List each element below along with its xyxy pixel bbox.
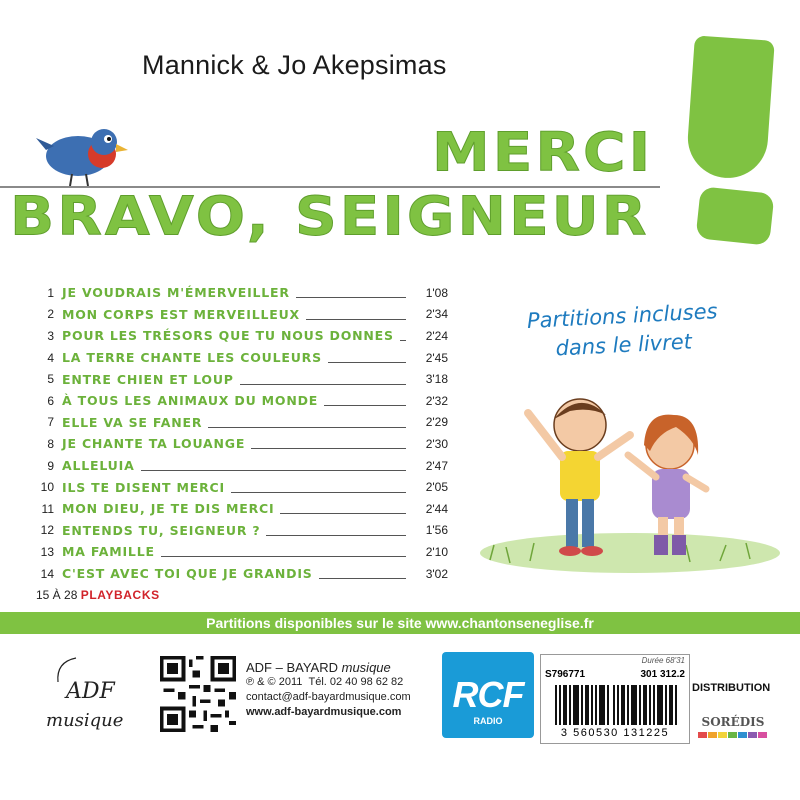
qr-code [160,656,236,732]
album-title-line2: BRAVO, SEIGNEUR [10,184,650,248]
rcf-logo [442,652,534,738]
track-row [28,325,448,347]
track-row [28,498,448,520]
track-number: 10 [40,480,54,495]
track-number: 12 [40,523,54,538]
track-number: 11 [41,501,54,516]
track-title: ALLELUIA [62,458,135,474]
note-line2: dans le livret [554,329,693,361]
track-row [28,304,448,326]
track-duration: 2'10 [425,544,448,559]
track-row [28,282,448,304]
soredis-logo [694,708,772,742]
website-banner: Partitions disponibles sur le site www.chantonseneglise.fr [0,612,800,634]
label-name: ADF – BAYARD musique [246,660,391,675]
track-row [28,368,448,390]
track-title: C'EST AVEC TOI QUE JE GRANDIS [62,566,313,582]
track-duration: 2'44 [425,501,448,516]
track-row [28,347,448,369]
track-number: 7 [47,415,54,430]
artist-name: Mannick & Jo Akepsimas [142,50,447,80]
track-number: 2 [47,307,54,322]
track-title: ENTRE CHIEN ET LOUP [62,371,234,387]
track-title: JE CHANTE TA LOUANGE [62,436,246,452]
track-duration: 1'08 [425,285,448,300]
track-row [28,433,448,455]
label-website: www.adf-bayardmusique.com [246,706,402,718]
soredis-logo-text: SORÉDIS [701,715,765,729]
note-line1: Partitions incluses [526,299,719,333]
track-title: JE VOUDRAIS M'ÉMERVEILLER [62,285,290,301]
track-duration: 3'18 [425,372,448,387]
exclamation-dot [695,186,774,245]
track-duration: 2'47 [425,458,448,473]
track-title: POUR LES TRÉSORS QUE TU NOUS DONNES [62,328,394,344]
playbacks-note [36,588,160,602]
track-title: MA FAMILLE [62,544,155,560]
track-duration: 2'30 [425,436,448,451]
track-number: 13 [40,544,54,559]
label-info [246,660,411,720]
track-number: 9 [47,458,54,473]
catalog-codes [545,669,685,680]
track-number: 1 [47,285,54,300]
album-title-line1: MERCI [432,120,654,184]
track-number: 3 [47,328,54,343]
track-row [28,412,448,434]
adf-logo-bottom: musique [46,710,124,731]
track-duration: 2'29 [425,415,448,430]
track-duration: 2'32 [425,393,448,408]
ean-code: 3 560530 131225 [560,727,670,739]
track-title: ILS TE DISENT MERCI [62,479,225,495]
track-duration: 2'05 [425,480,448,495]
track-duration: 2'45 [425,350,448,365]
barcode-box [540,654,690,744]
track-title: MON CORPS EST MERVEILLEUX [62,306,300,322]
track-row [28,455,448,477]
distribution-label: DISTRIBUTION [692,682,771,694]
sheet-music-note [477,294,770,367]
track-number: 5 [47,372,54,387]
track-row [28,563,448,585]
track-number: 4 [47,350,54,365]
adf-musique-logo [36,652,146,738]
rcf-radio-text: RADIO [473,716,503,726]
track-title: ELLE VA SE FANER [62,414,203,430]
track-title: MON DIEU, JE TE DIS MERCI [62,501,275,517]
track-row [28,476,448,498]
track-number: 6 [47,393,54,408]
track-duration: 1'56 [425,523,448,538]
exclamation-bar [685,35,775,180]
bird-illustration [30,110,130,190]
barcode-icon [555,685,679,725]
total-duration: Durée 68'31 [641,656,685,665]
playbacks-label: PLAYBACKS [80,588,160,602]
track-duration: 2'34 [425,307,448,322]
track-number: 14 [40,566,54,581]
contact-email: contact@adf-bayardmusique.com [246,691,411,703]
adf-logo-top: ADF [66,679,115,704]
children-illustration [470,385,780,575]
track-duration: 3'02 [425,566,448,581]
track-row [28,541,448,563]
track-row [28,520,448,542]
track-list [28,282,448,584]
track-title: À TOUS LES ANIMAUX DU MONDE [62,393,319,409]
track-title: LA TERRE CHANTE LES COULEURS [62,350,322,366]
track-title: ENTENDS TU, SEIGNEUR ? [62,522,261,538]
rcf-logo-text: RCF [452,674,524,715]
track-row [28,390,448,412]
playbacks-range: 15 À 28 [36,588,78,602]
catalog-code-1: S796771 [545,669,586,680]
track-number: 8 [47,436,54,451]
catalog-code-2: 301 312.2 [640,669,685,680]
track-duration: 2'24 [425,328,448,343]
copyright-line: ℗ & © 2011 Tél. 02 40 98 62 82 [246,676,404,688]
